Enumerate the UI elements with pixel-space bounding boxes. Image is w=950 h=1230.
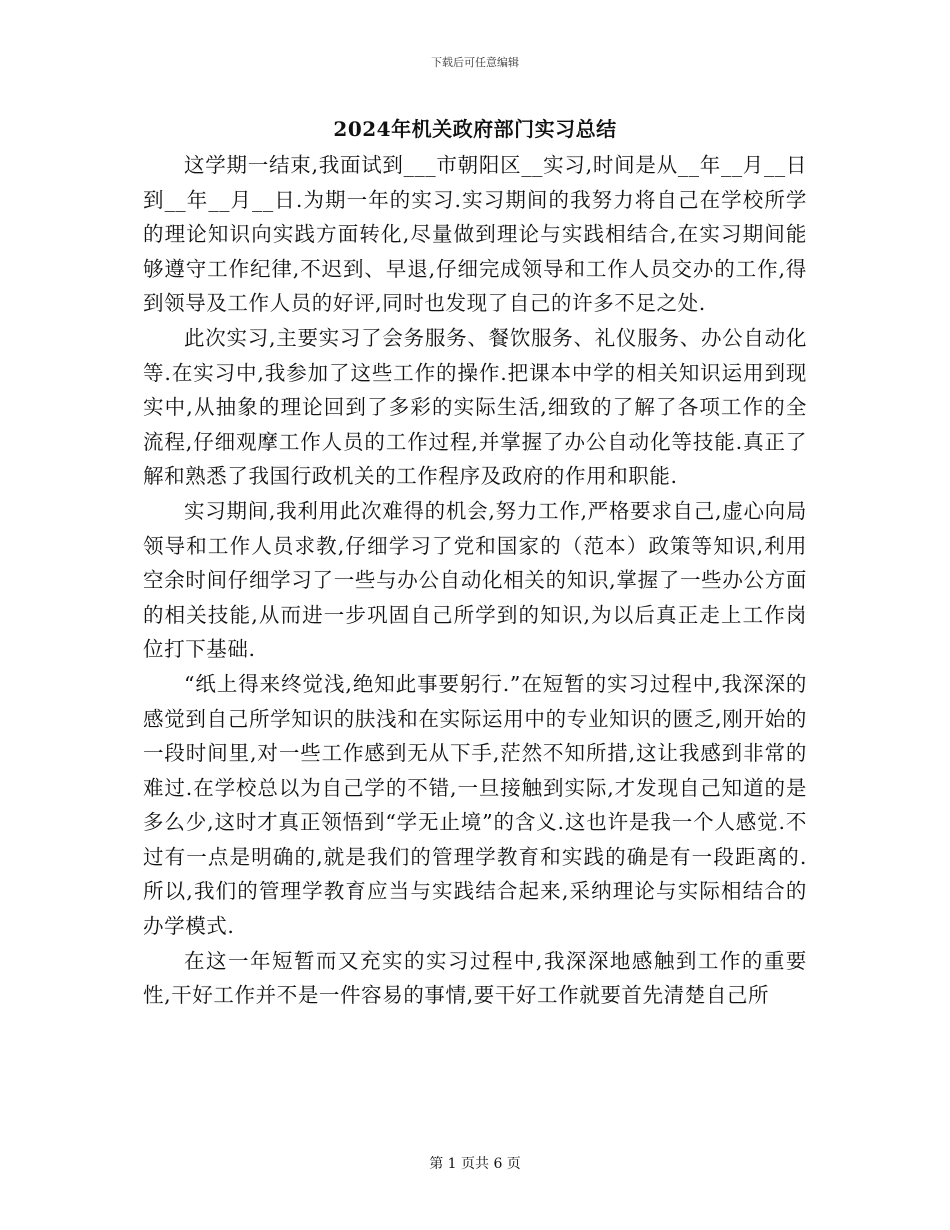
paragraph-3: 实习期间,我利用此次难得的机会,努力工作,严格要求自己,虚心向局领导和工作人员求教,仔细学习了党和国家的（范本）政策等知识,利用空余时间仔细学习了一些与办公自动化相关的知识,掌握了一些办公方面的相关技能,从而进一步巩固自己所学到的知识,为以后真正走上工作岗位打下基础.: [143, 498, 807, 662]
paragraph-5: 在这一年短暂而又充实的实习过程中,我深深地感触到工作的重要性,干好工作并不是一件容易的事情,要干好工作就要首先清楚自己所: [143, 948, 807, 1008]
page-title: 2024年机关政府部门实习总结: [333, 117, 617, 141]
paragraph-1: 这学期一结束,我面试到___市朝阳区__实习,时间是从__年__月__日到__年__月__日.为期一年的实习.实习期间的我努力将自己在学校所学的理论知识向实践方面转化,尽量做到理论与实践相结合,在实习期间能够遵守工作纪律,不迟到、早退,仔细完成领导和工作人员交办的工作,得到领导及工作人员的好评,同时也发现了自己的许多不足之处.: [143, 153, 807, 316]
header-note: 下载后可任意编辑: [431, 56, 519, 69]
paragraph-2: 此次实习,主要实习了会务服务、餐饮服务、礼仪服务、办公自动化等.在实习中,我参加了这些工作的操作.把课本中学的相关知识运用到现实中,从抽象的理论回到了多彩的实际生活,细致的了解了各项工作的全流程,仔细观摩工作人员的工作过程,并掌握了办公自动化等技能.真正了解和熟悉了我国行政机关的工作程序及政府的作用和职能.: [143, 325, 807, 489]
paragraph-4: “纸上得来终觉浅,绝知此事要躬行.”在短暂的实习过程中,我深深的感觉到自己所学知识的肤浅和在实际运用中的专业知识的匮乏,刚开始的一段时间里,对一些工作感到无从下手,茫然不知所措,这让我感到非常的难过.在学校总以为自己学的不错,一旦接触到实际,才发现自己知道的是多么少,这时才真正领悟到“学无止境”的含义.这也许是我一个人感觉.不过有一点是明确的,就是我们的管理学教育和实践的确是有一段距离的.所以,我们的管理学教育应当与实践结合起来,采纳理论与实际相结合的办学模式.: [143, 671, 807, 939]
document-body: [143, 148, 807, 1013]
page-number: 第 1 页共 6 页: [429, 1156, 521, 1172]
